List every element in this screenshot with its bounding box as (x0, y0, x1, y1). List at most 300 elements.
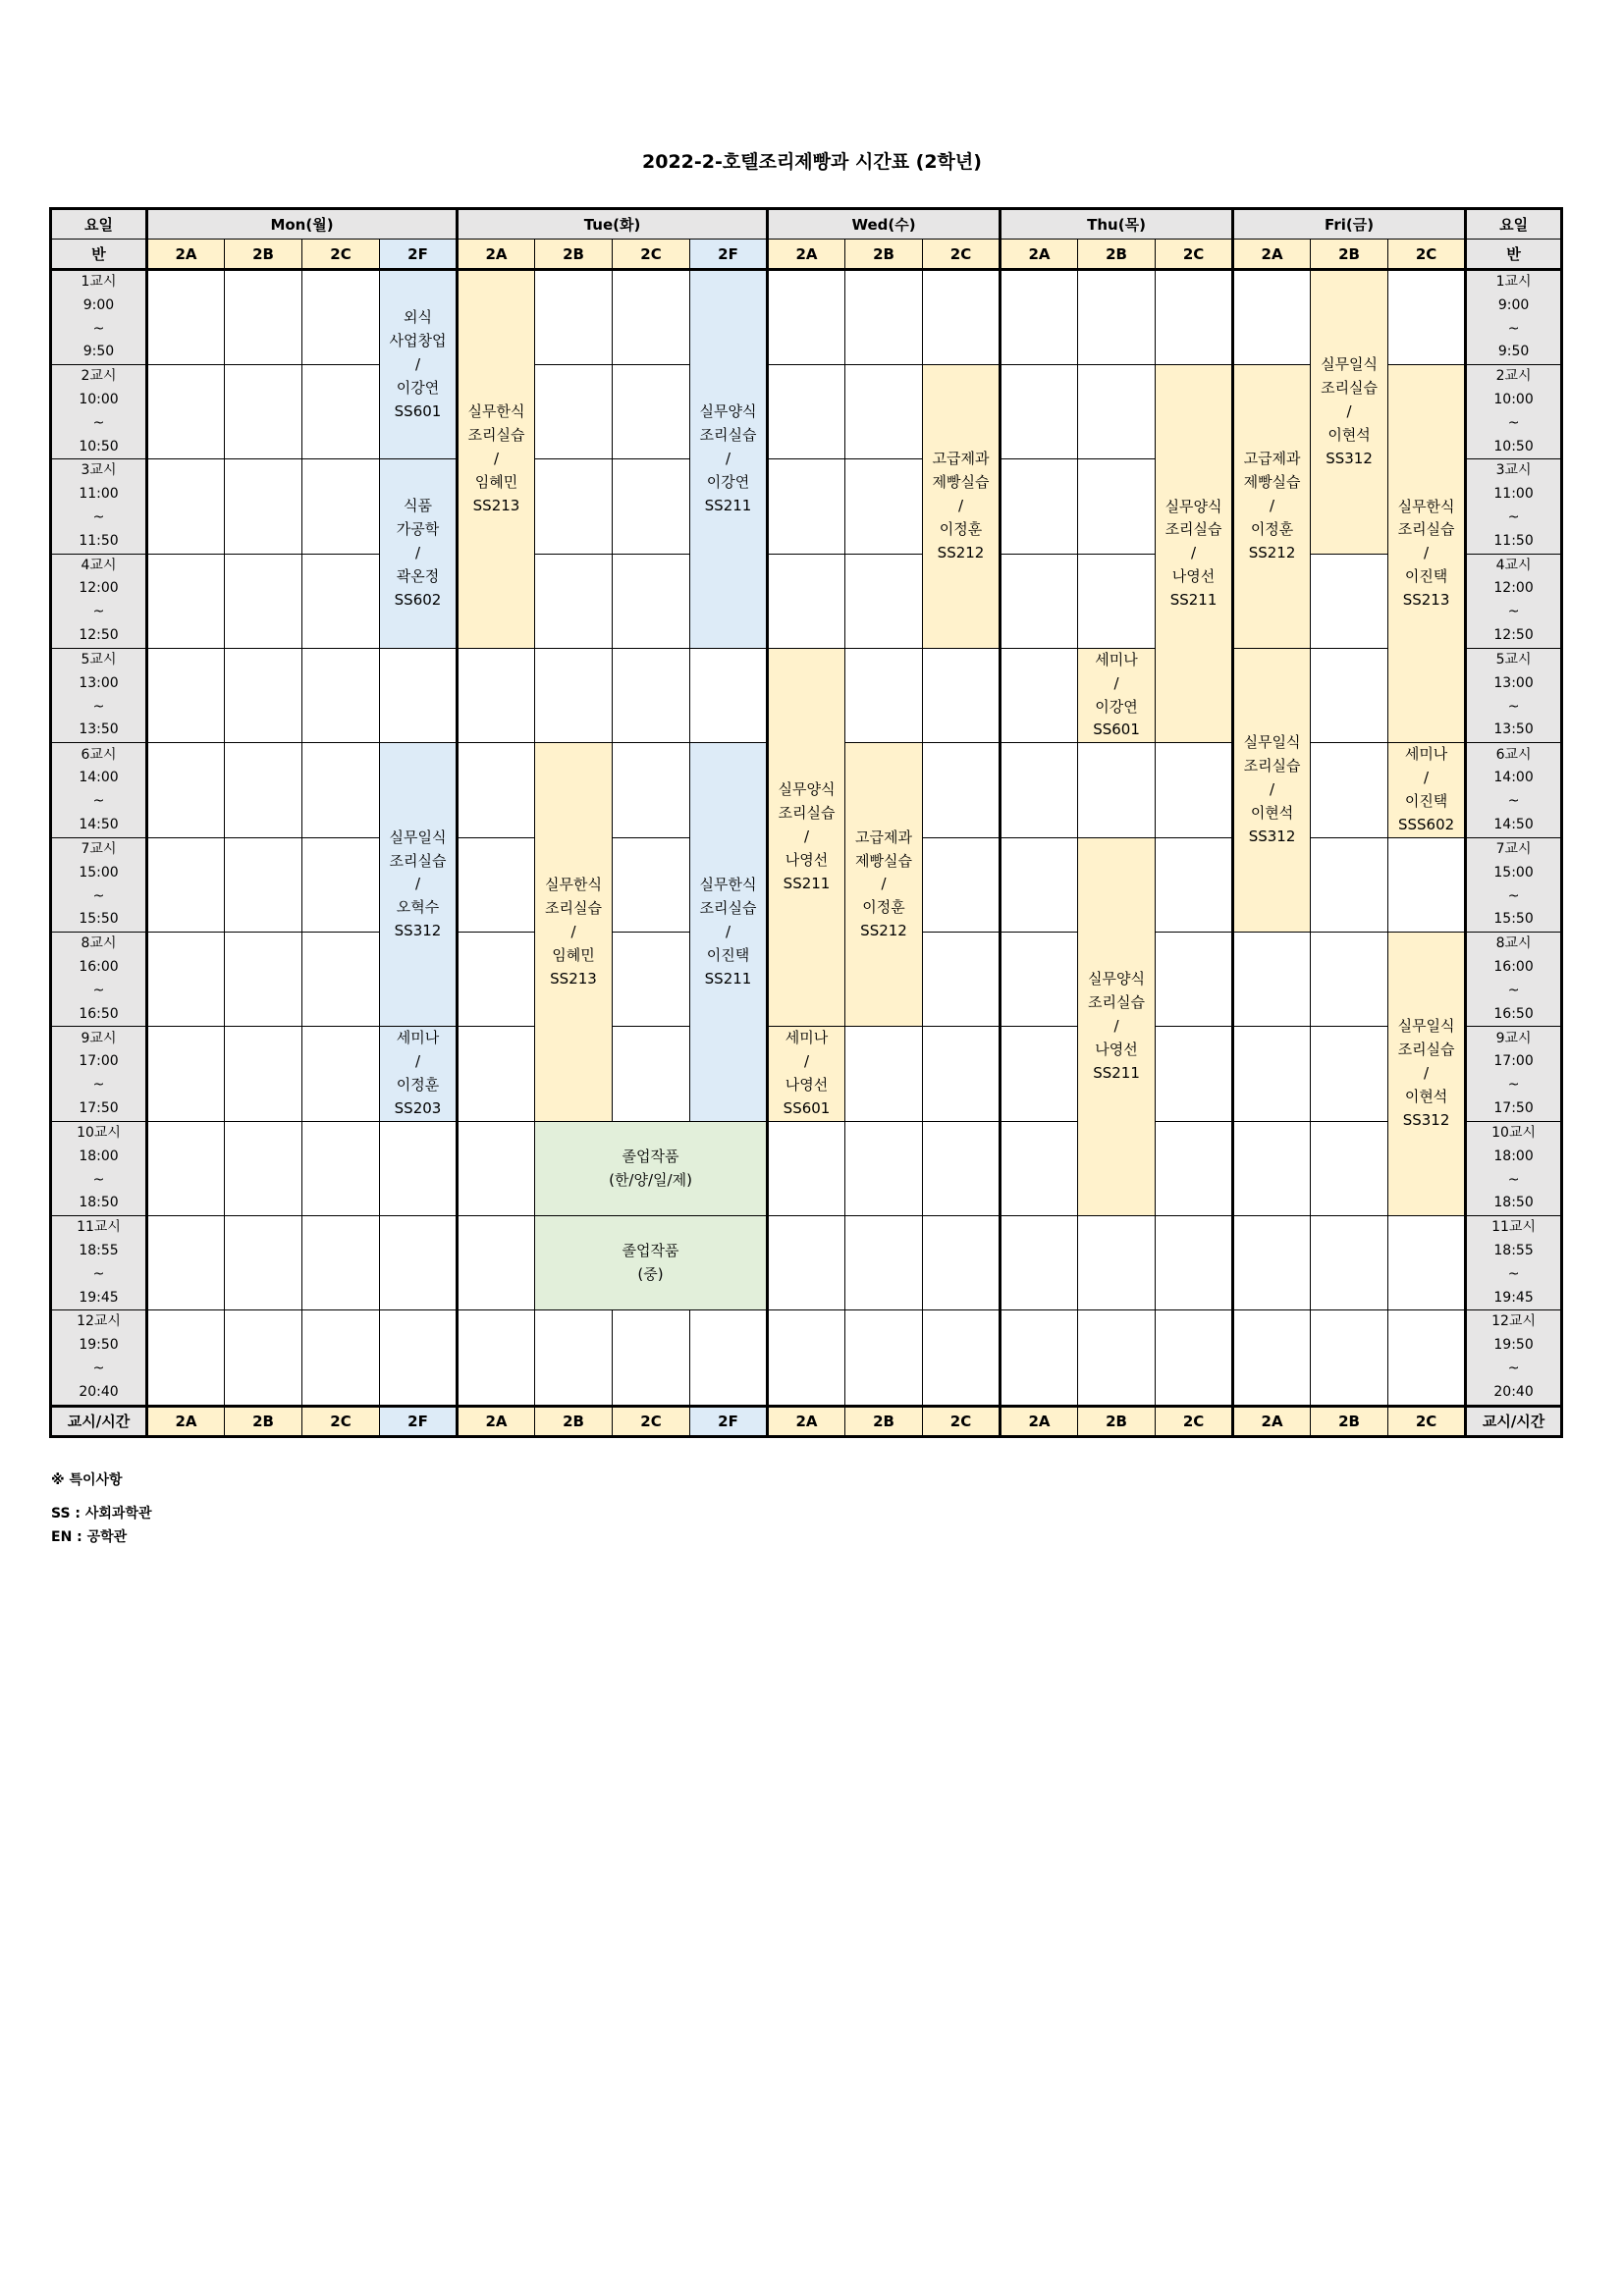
empty-slot (225, 1216, 302, 1310)
empty-slot (1233, 1122, 1311, 1216)
course-line: SS602 (394, 590, 442, 609)
period-sep: ~ (1507, 1077, 1520, 1094)
course-line: 사업창업 (389, 331, 447, 349)
empty-slot (613, 1310, 690, 1406)
empty-slot (690, 648, 768, 743)
course-line: SS211 (704, 969, 752, 988)
course-line: 식품 (404, 497, 432, 515)
course-line: (한/양/일/제) (609, 1170, 692, 1189)
course-block (380, 743, 458, 1027)
course-line: 나영선 (1171, 567, 1216, 586)
empty-slot (225, 1027, 302, 1122)
period-start: 9:00 (1497, 296, 1530, 313)
course-line: / (414, 544, 421, 562)
footer-corner: 교시/시간 (51, 1406, 147, 1436)
empty-slot (302, 270, 380, 365)
empty-slot (1311, 933, 1388, 1027)
period-sep: ~ (92, 793, 105, 810)
period-end: 16:50 (1493, 1005, 1534, 1022)
day-header-0: Mon(월) (147, 209, 458, 240)
course-line: 실무양식 (699, 402, 757, 421)
empty-slot (147, 365, 225, 459)
period-start: 17:00 (1493, 1053, 1534, 1070)
empty-slot (225, 270, 302, 365)
course-block (380, 459, 458, 648)
period-sep: ~ (1507, 793, 1520, 810)
course-line: SS213 (550, 969, 597, 988)
course-line: / (957, 497, 964, 515)
course-line: 졸업작품 (622, 1147, 679, 1165)
period-end: 10:50 (1493, 438, 1534, 454)
empty-slot (1311, 838, 1388, 933)
empty-slot (1001, 1122, 1078, 1216)
empty-slot (845, 1122, 923, 1216)
period-end: 9:50 (1497, 344, 1530, 360)
empty-slot (1001, 743, 1078, 838)
period-end: 11:50 (79, 532, 119, 549)
class-footer-8: 2A (768, 1406, 845, 1436)
empty-slot (458, 933, 535, 1027)
period-label: 9교시 (81, 1030, 117, 1046)
course-line: / (414, 354, 421, 373)
period-sep: ~ (1507, 604, 1520, 620)
course-block (1311, 270, 1388, 555)
empty-slot (1388, 1310, 1466, 1406)
empty-slot (768, 1122, 845, 1216)
period-row (51, 1027, 1562, 1122)
course-line: 고급제과 (932, 450, 990, 468)
period-cell (51, 1027, 147, 1122)
page-title: 2022-2-호텔조리제빵과 시간표 (2학년) (642, 151, 982, 173)
class-header-9: 2B (845, 240, 923, 270)
empty-slot (1078, 743, 1156, 838)
course-line: 졸업작품 (622, 1241, 679, 1259)
empty-slot (1001, 270, 1078, 365)
empty-slot (923, 743, 1001, 838)
course-line: SS312 (1248, 827, 1296, 845)
empty-slot (1078, 365, 1156, 459)
course-line: / (493, 449, 500, 467)
course-line: / (1346, 401, 1352, 420)
period-sep: ~ (1507, 1360, 1520, 1376)
period-end: 15:50 (1493, 911, 1534, 928)
course-line: 나영선 (785, 851, 829, 870)
class-footer-14: 2A (1233, 1406, 1311, 1436)
course-line: 이정훈 (1250, 519, 1294, 538)
empty-slot (613, 933, 690, 1027)
empty-slot (225, 743, 302, 838)
empty-slot (613, 270, 690, 365)
period-end: 13:50 (79, 721, 119, 738)
day-label-cell-right: 요일 (1466, 209, 1562, 240)
period-sep: ~ (92, 887, 105, 904)
period-start: 17:00 (79, 1053, 119, 1070)
notes (51, 1468, 152, 1549)
empty-slot (147, 459, 225, 554)
period-label: 4교시 (1495, 557, 1532, 573)
class-header-2: 2C (302, 240, 380, 270)
course-line: SS212 (1248, 543, 1296, 561)
period-start: 10:00 (1493, 391, 1534, 407)
period-cell (51, 1216, 147, 1310)
course-line: 이정훈 (862, 898, 905, 917)
empty-slot (147, 270, 225, 365)
day-header-2: Wed(수) (768, 209, 1001, 240)
period-end: 18:50 (1493, 1195, 1534, 1211)
period-end: 15:50 (79, 911, 119, 928)
empty-slot (923, 1122, 1001, 1216)
class-footer-16: 2C (1388, 1406, 1466, 1436)
period-label: 11교시 (1491, 1219, 1537, 1236)
class-footer-11: 2A (1001, 1406, 1078, 1436)
empty-slot (225, 838, 302, 933)
period-sep: ~ (1507, 698, 1520, 715)
course-line: / (570, 922, 576, 940)
course-line: 조리실습 (1243, 757, 1301, 775)
class-header-row (51, 240, 1562, 270)
empty-slot (302, 648, 380, 743)
course-line: 실무한식 (545, 875, 602, 893)
empty-slot (302, 838, 380, 933)
period-label: 12교시 (77, 1313, 121, 1330)
course-line: 조리실습 (699, 426, 757, 445)
period-end: 20:40 (1493, 1383, 1534, 1400)
class-header-11: 2A (1001, 240, 1078, 270)
course-line: 제빵실습 (1243, 473, 1301, 492)
period-sep: ~ (92, 982, 105, 998)
empty-slot (613, 1027, 690, 1122)
course-line: / (1424, 1064, 1430, 1083)
course-line: / (725, 449, 731, 467)
day-header-1: Tue(화) (458, 209, 768, 240)
period-start: 13:00 (1493, 674, 1534, 691)
course-line: SS211 (1169, 591, 1218, 610)
class-header-15: 2B (1311, 240, 1388, 270)
course-line: 이강연 (1095, 697, 1138, 716)
period-sep: ~ (1507, 982, 1520, 998)
period-start: 12:00 (1493, 580, 1534, 597)
course-line: 실무양식 (1164, 497, 1222, 515)
period-cell-right (1466, 365, 1562, 459)
course-line: / (1191, 544, 1197, 562)
period-end: 12:50 (79, 626, 119, 643)
period-cell (51, 270, 147, 365)
class-footer-15: 2B (1311, 1406, 1388, 1436)
course-line: / (1424, 769, 1430, 787)
empty-slot (768, 459, 845, 554)
period-cell (51, 743, 147, 838)
period-start: 9:00 (82, 296, 115, 313)
course-line: 실무한식 (699, 875, 757, 893)
course-line: 조리실습 (389, 851, 447, 870)
period-start: 19:50 (1493, 1337, 1534, 1354)
empty-slot (690, 1310, 768, 1406)
empty-slot (613, 743, 690, 838)
period-label: 1교시 (1495, 274, 1532, 290)
course-line: 제빵실습 (855, 851, 912, 870)
empty-slot (1311, 1310, 1388, 1406)
empty-slot (380, 1216, 458, 1310)
course-line: SS213 (472, 496, 520, 514)
empty-slot (845, 1310, 923, 1406)
empty-slot (1156, 270, 1233, 365)
day-header-3: Thu(목) (1001, 209, 1233, 240)
course-line: SS212 (937, 543, 985, 561)
empty-slot (1233, 933, 1311, 1027)
empty-slot (1156, 933, 1233, 1027)
empty-slot (613, 459, 690, 554)
period-sep: ~ (1507, 320, 1520, 337)
period-sep: ~ (92, 1077, 105, 1094)
note-item-en: EN : 공학관 (51, 1529, 128, 1545)
empty-slot (845, 648, 923, 743)
empty-slot (1311, 743, 1388, 838)
course-line: 실무일식 (1397, 1017, 1455, 1036)
period-row (51, 1216, 1562, 1310)
empty-slot (225, 933, 302, 1027)
period-end: 19:45 (79, 1289, 119, 1306)
empty-slot (302, 933, 380, 1027)
period-start: 12:00 (79, 580, 119, 597)
empty-slot (845, 459, 923, 554)
period-end: 13:50 (1493, 721, 1534, 738)
period-cell-right (1466, 1122, 1562, 1216)
empty-slot (380, 1310, 458, 1406)
period-cell (51, 554, 147, 648)
empty-slot (458, 1122, 535, 1216)
empty-slot (1001, 648, 1078, 743)
empty-slot (458, 648, 535, 743)
empty-slot (225, 1122, 302, 1216)
course-line: SS601 (394, 401, 442, 420)
empty-slot (1311, 1216, 1388, 1310)
class-footer-9: 2B (845, 1406, 923, 1436)
course-line: 이현석 (1250, 803, 1294, 822)
empty-slot (535, 459, 613, 554)
empty-slot (845, 270, 923, 365)
course-line: SS312 (1326, 449, 1373, 467)
empty-slot (923, 1310, 1001, 1406)
course-line: / (803, 1052, 810, 1071)
empty-slot (1233, 270, 1311, 365)
course-line: SS213 (1402, 591, 1450, 610)
course-block (1078, 648, 1156, 743)
period-label: 1교시 (81, 274, 117, 290)
empty-slot (535, 554, 613, 648)
period-cell-right (1466, 933, 1562, 1027)
empty-slot (302, 743, 380, 838)
empty-slot (147, 933, 225, 1027)
course-block (690, 743, 768, 1122)
empty-slot (302, 1027, 380, 1122)
course-block (535, 743, 613, 1122)
course-line: SS312 (394, 922, 442, 940)
course-line: 실무양식 (1088, 970, 1146, 988)
class-footer-4: 2A (458, 1406, 535, 1436)
empty-slot (380, 648, 458, 743)
period-cell (51, 365, 147, 459)
class-header-5: 2B (535, 240, 613, 270)
empty-slot (302, 1122, 380, 1216)
course-line: 조리실습 (1088, 993, 1146, 1012)
empty-slot (923, 1216, 1001, 1310)
period-start: 14:00 (1493, 770, 1534, 786)
empty-slot (1156, 743, 1233, 838)
course-block (1156, 365, 1233, 743)
empty-slot (535, 365, 613, 459)
class-header-4: 2A (458, 240, 535, 270)
timetable (49, 207, 1563, 1438)
period-row (51, 554, 1562, 648)
course-block (923, 365, 1001, 649)
class-header-10: 2C (923, 240, 1001, 270)
period-label: 10교시 (1491, 1125, 1537, 1141)
empty-slot (1001, 365, 1078, 459)
empty-slot (1078, 1216, 1156, 1310)
empty-slot (302, 459, 380, 554)
empty-slot (302, 554, 380, 648)
period-label: 5교시 (81, 651, 117, 667)
class-header-3: 2F (380, 240, 458, 270)
course-line: / (1113, 1017, 1119, 1036)
period-cell-right (1466, 270, 1562, 365)
class-footer-3: 2F (380, 1406, 458, 1436)
period-label: 12교시 (1491, 1313, 1537, 1330)
empty-slot (458, 838, 535, 933)
course-line: 임혜민 (474, 472, 518, 491)
course-line: 조리실습 (1321, 378, 1379, 397)
period-sep: ~ (92, 414, 105, 431)
course-line: 이정훈 (939, 519, 983, 538)
empty-slot (1233, 1027, 1311, 1122)
empty-slot (147, 1310, 225, 1406)
empty-slot (1311, 648, 1388, 743)
empty-slot (225, 648, 302, 743)
course-line: 오혁수 (396, 898, 440, 917)
period-cell-right (1466, 554, 1562, 648)
empty-slot (535, 1310, 613, 1406)
period-label: 7교시 (1495, 841, 1532, 857)
empty-slot (768, 1310, 845, 1406)
class-header-7: 2F (690, 240, 768, 270)
empty-slot (1311, 554, 1388, 648)
period-cell-right (1466, 459, 1562, 554)
period-end: 18:50 (79, 1195, 119, 1211)
period-start: 14:00 (79, 770, 119, 786)
empty-slot (535, 648, 613, 743)
period-start: 15:00 (79, 864, 119, 881)
period-cell (51, 1310, 147, 1406)
empty-slot (380, 1122, 458, 1216)
course-line: 나영선 (1095, 1041, 1138, 1059)
empty-slot (923, 933, 1001, 1027)
empty-slot (845, 1027, 923, 1122)
course-line: 이현석 (1404, 1088, 1448, 1106)
course-line: SS203 (394, 1099, 442, 1118)
class-label-cell-right: 반 (1466, 240, 1562, 270)
course-line: 나영선 (785, 1076, 829, 1095)
period-start: 11:00 (79, 486, 119, 503)
period-cell-right (1466, 1027, 1562, 1122)
course-block (1078, 838, 1156, 1216)
course-line: 조리실습 (545, 898, 602, 917)
empty-slot (302, 365, 380, 459)
period-start: 15:00 (1493, 864, 1534, 881)
empty-slot (923, 1027, 1001, 1122)
course-block (1233, 365, 1311, 649)
period-sep: ~ (92, 1265, 105, 1282)
empty-slot (923, 648, 1001, 743)
course-line: 이진택 (1404, 792, 1448, 811)
period-label: 8교시 (81, 935, 117, 952)
course-block (535, 1122, 768, 1216)
course-line: 곽온정 (396, 567, 440, 586)
period-cell (51, 933, 147, 1027)
empty-slot (147, 1027, 225, 1122)
course-line: 가공학 (396, 520, 440, 539)
course-block (535, 1216, 768, 1310)
empty-slot (1078, 270, 1156, 365)
period-sep: ~ (92, 604, 105, 620)
course-line: 세미나 (396, 1029, 440, 1047)
period-label: 9교시 (1495, 1030, 1532, 1046)
empty-slot (1311, 1027, 1388, 1122)
class-footer-1: 2B (225, 1406, 302, 1436)
period-end: 14:50 (1493, 816, 1534, 832)
period-cell-right (1466, 838, 1562, 933)
empty-slot (1001, 554, 1078, 648)
course-line: 실무일식 (1321, 355, 1379, 374)
class-label-cell: 반 (51, 240, 147, 270)
period-sep: ~ (92, 508, 105, 525)
empty-slot (923, 270, 1001, 365)
period-end: 12:50 (1493, 626, 1534, 643)
empty-slot (1001, 459, 1078, 554)
period-cell-right (1466, 743, 1562, 838)
course-line: / (414, 1052, 421, 1071)
period-sep: ~ (1507, 1265, 1520, 1282)
course-line: 이정훈 (396, 1076, 440, 1095)
empty-slot (1388, 1216, 1466, 1310)
course-line: / (414, 875, 421, 893)
empty-slot (1156, 838, 1233, 933)
period-end: 19:45 (1493, 1289, 1534, 1306)
period-start: 18:55 (79, 1242, 119, 1258)
period-cell (51, 648, 147, 743)
period-label: 2교시 (81, 368, 117, 385)
class-footer-7: 2F (690, 1406, 768, 1436)
empty-slot (1078, 554, 1156, 648)
period-sep: ~ (92, 320, 105, 337)
course-line: (중) (637, 1264, 664, 1283)
course-block (845, 743, 923, 1027)
empty-slot (1001, 933, 1078, 1027)
course-line: 조리실습 (1397, 520, 1455, 539)
period-start: 18:55 (1493, 1242, 1534, 1258)
class-footer-12: 2B (1078, 1406, 1156, 1436)
empty-slot (1078, 459, 1156, 554)
day-label-cell: 요일 (51, 209, 147, 240)
course-line: 제빵실습 (932, 473, 990, 492)
course-block (380, 270, 458, 459)
course-line: SS211 (704, 496, 752, 514)
empty-slot (147, 1216, 225, 1310)
period-cell (51, 459, 147, 554)
empty-slot (768, 270, 845, 365)
empty-slot (1001, 838, 1078, 933)
empty-slot (1001, 1216, 1078, 1310)
empty-slot (613, 648, 690, 743)
